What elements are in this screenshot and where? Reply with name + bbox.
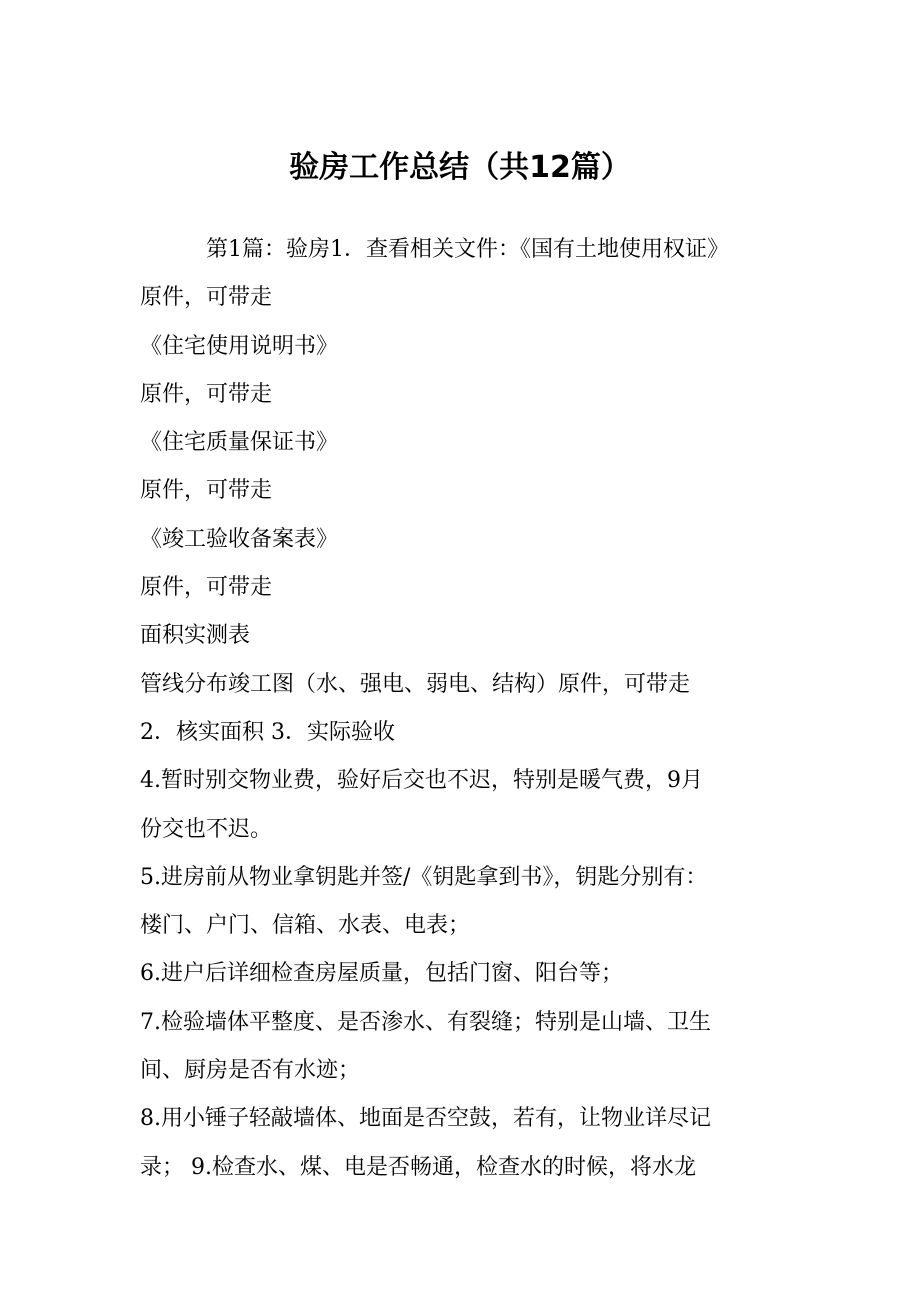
paragraph-line: 原件，可带走 — [140, 575, 273, 601]
paragraph-line: 《住宅使用说明书》 — [140, 333, 339, 359]
paragraph-line: 原件，可带走 — [140, 285, 273, 311]
paragraph-line: 原件，可带走 — [140, 381, 273, 407]
paragraph-line: 间、厨房是否有水迹； — [140, 1058, 361, 1084]
paragraph-line: 份交也不迟。 — [140, 816, 273, 842]
document-body — [140, 226, 800, 1192]
paragraph-line: 面积实测表 — [140, 623, 251, 649]
paragraph-line: 原件，可带走 — [140, 478, 273, 504]
paragraph-line: 楼门、户门、信箱、水表、电表； — [140, 913, 471, 939]
paragraph-line: 管线分布竣工图（水、强电、弱电、结构）原件，可带走 — [140, 671, 691, 697]
paragraph-line: 6.进户后详细检查房屋质量，包括门窗、阳台等； — [140, 961, 623, 987]
paragraph-line: 5.进房前从物业拿钥匙并签/《钥匙拿到书》，钥匙分别有： — [140, 864, 708, 890]
paragraph-line: 2．核实面积 3．实际验收 — [140, 719, 395, 745]
paragraph-line: 7.检验墙体平整度、是否渗水、有裂缝；特别是山墙、卫生 — [140, 1009, 711, 1035]
paragraph-line: 《竣工验收备案表》 — [140, 526, 339, 552]
paragraph-line: 第1篇：验房1．查看相关文件：《国有土地使用权证》 — [206, 237, 729, 262]
paragraph-line: 录； 9.检查水、煤、电是否畅通，检查水的时候，将水龙 — [140, 1154, 696, 1180]
paragraph-line: 《住宅质量保证书》 — [140, 430, 339, 456]
paragraph-line: 8.用小锤子轻敲墙体、地面是否空鼓，若有，让物业详尽记 — [140, 1106, 711, 1132]
paragraph-line: 4.暂时别交物业费，验好后交也不迟，特别是暖气费，9月 — [140, 768, 703, 794]
document-title: 验房工作总结（共12篇） — [289, 150, 631, 185]
